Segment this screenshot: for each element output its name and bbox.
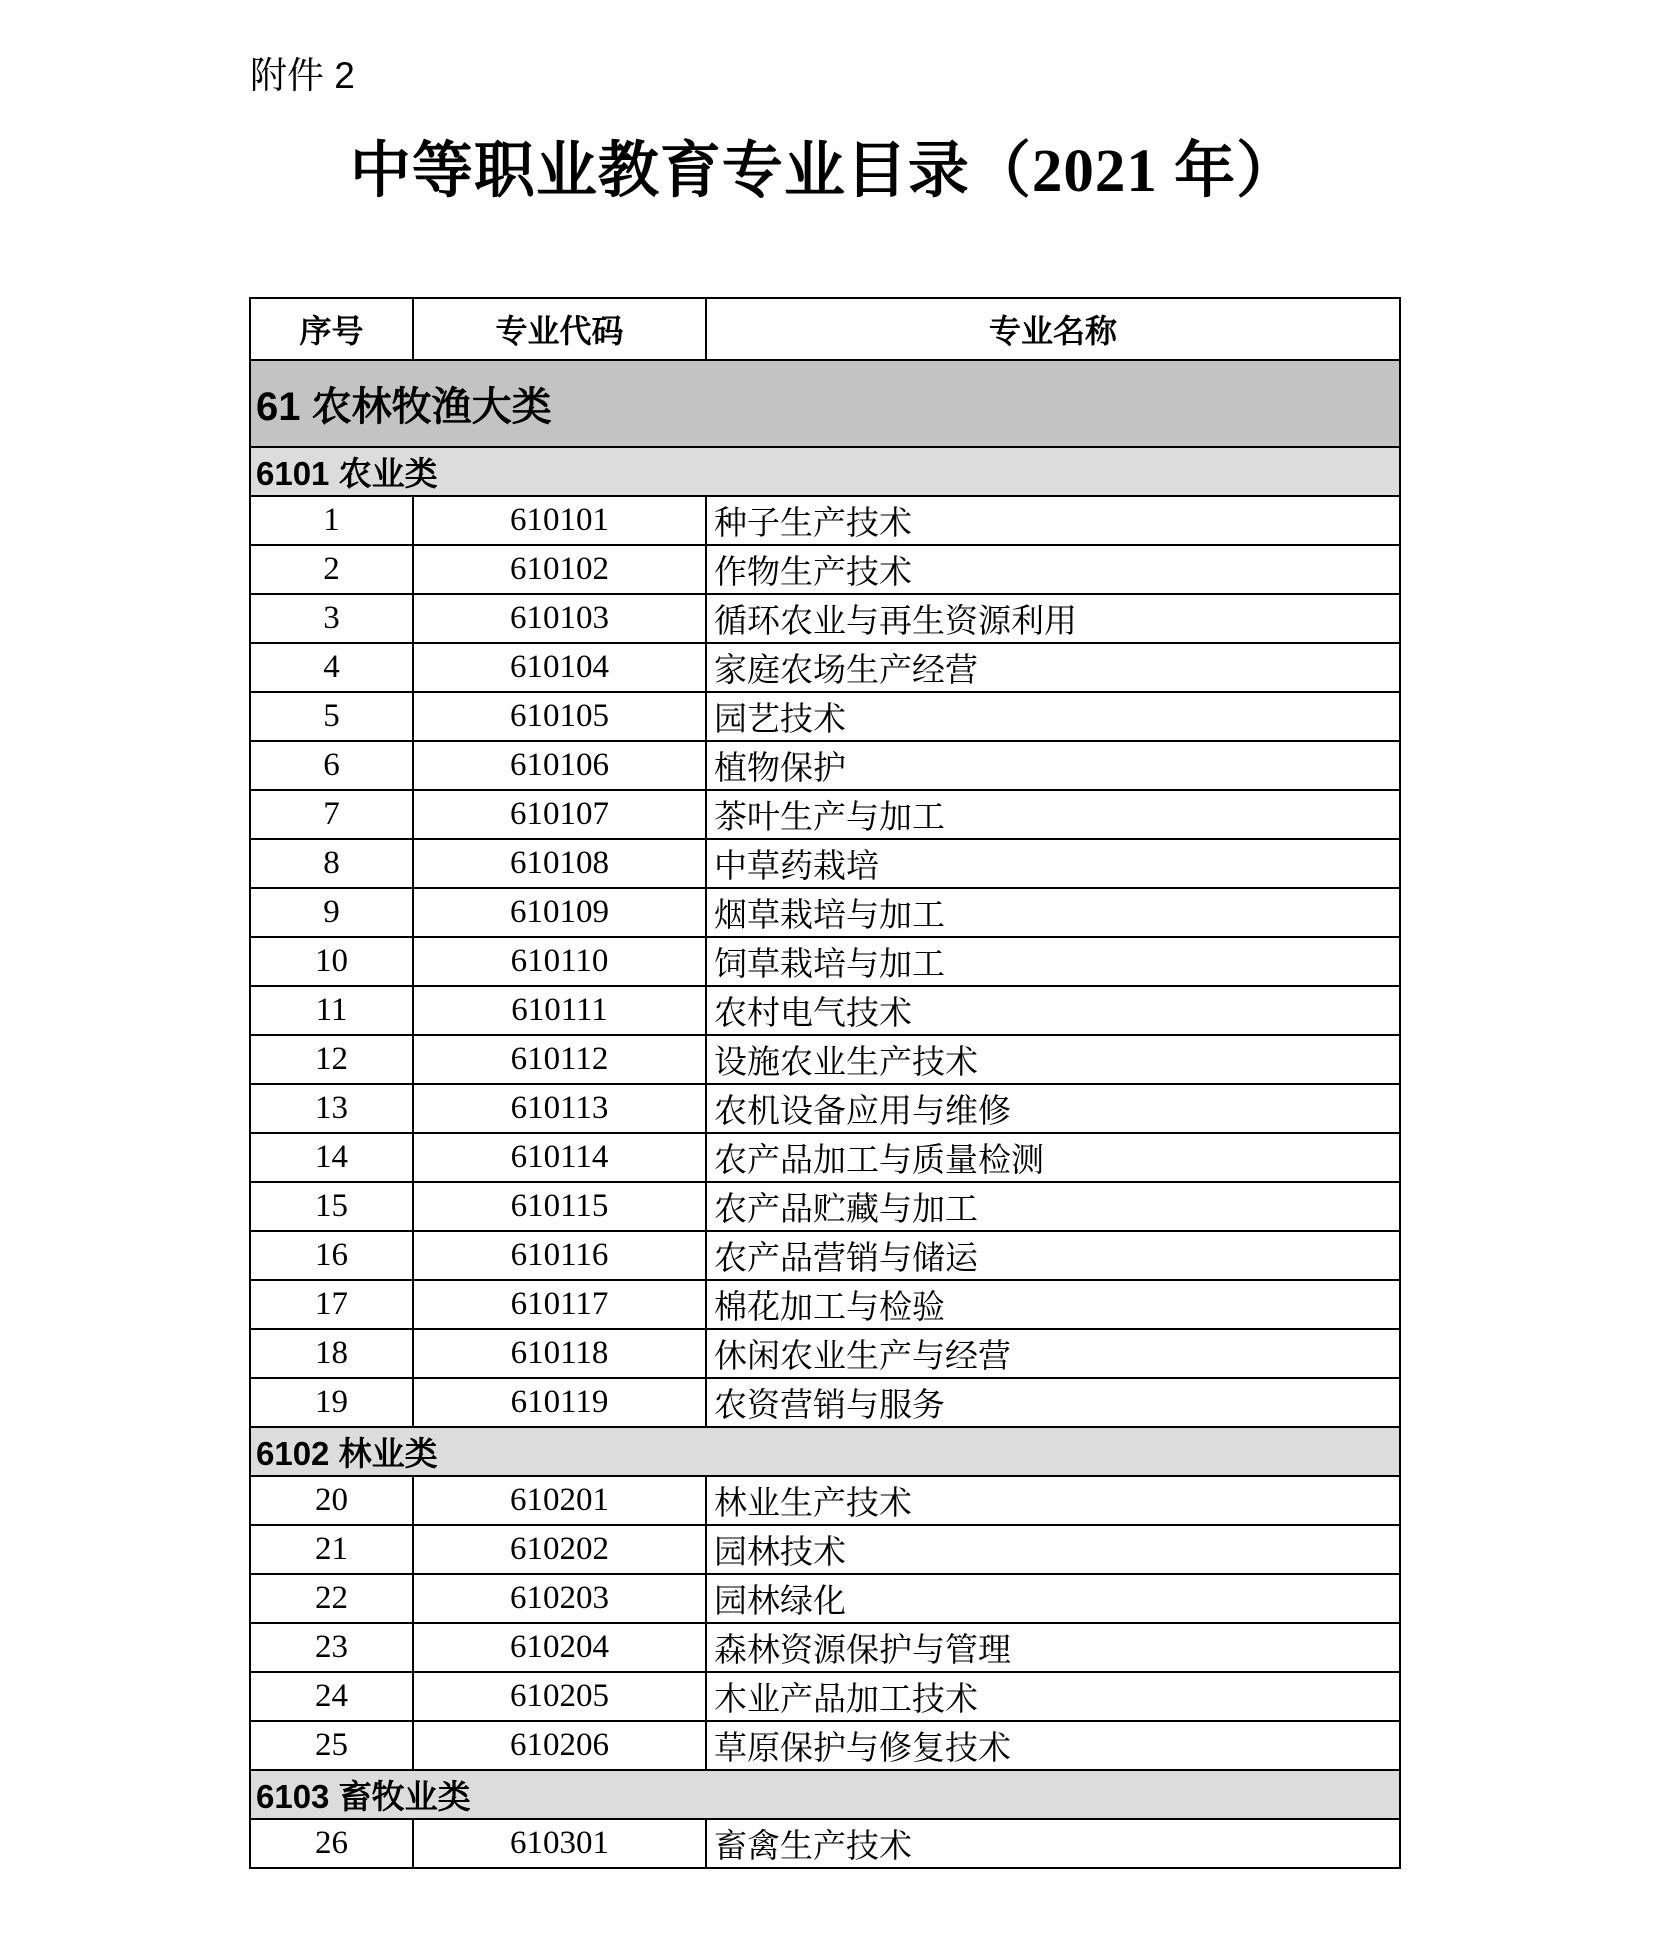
major-code-cell: 610103 bbox=[413, 594, 706, 643]
row-number-cell: 25 bbox=[250, 1721, 413, 1770]
row-number-cell: 22 bbox=[250, 1574, 413, 1623]
row-number-cell: 18 bbox=[250, 1329, 413, 1378]
major-name-cell: 农资营销与服务 bbox=[706, 1378, 1400, 1427]
row-number-cell: 14 bbox=[250, 1133, 413, 1182]
row-number-cell: 6 bbox=[250, 741, 413, 790]
row-number-cell: 26 bbox=[250, 1819, 413, 1868]
major-code-cell: 610113 bbox=[413, 1084, 706, 1133]
major-name-cell: 循环农业与再生资源利用 bbox=[706, 594, 1400, 643]
row-number-cell: 9 bbox=[250, 888, 413, 937]
row-number-cell: 5 bbox=[250, 692, 413, 741]
table-row bbox=[250, 643, 1400, 692]
major-code-cell: 610109 bbox=[413, 888, 706, 937]
row-number-cell: 17 bbox=[250, 1280, 413, 1329]
major-name-cell: 农产品加工与质量检测 bbox=[706, 1133, 1400, 1182]
major-name-cell: 设施农业生产技术 bbox=[706, 1035, 1400, 1084]
major-code-cell: 610204 bbox=[413, 1623, 706, 1672]
row-number-cell: 1 bbox=[250, 496, 413, 545]
major-code-cell: 610118 bbox=[413, 1329, 706, 1378]
table-row bbox=[250, 1525, 1400, 1574]
major-name-cell: 休闲农业生产与经营 bbox=[706, 1329, 1400, 1378]
row-number-cell: 12 bbox=[250, 1035, 413, 1084]
major-code-cell: 610117 bbox=[413, 1280, 706, 1329]
table-row bbox=[250, 496, 1400, 545]
sub-category-label: 6102 林业类 bbox=[250, 1427, 1400, 1476]
major-code-cell: 610119 bbox=[413, 1378, 706, 1427]
table-row bbox=[250, 1133, 1400, 1182]
major-code-cell: 610114 bbox=[413, 1133, 706, 1182]
row-number-cell: 16 bbox=[250, 1231, 413, 1280]
table-row bbox=[250, 692, 1400, 741]
column-header-no: 序号 bbox=[250, 298, 413, 360]
major-code-cell: 610205 bbox=[413, 1672, 706, 1721]
sub-category-row bbox=[250, 1770, 1400, 1819]
major-name-cell: 植物保护 bbox=[706, 741, 1400, 790]
row-number-cell: 19 bbox=[250, 1378, 413, 1427]
table-row bbox=[250, 1182, 1400, 1231]
major-name-cell: 农产品贮藏与加工 bbox=[706, 1182, 1400, 1231]
major-name-cell: 烟草栽培与加工 bbox=[706, 888, 1400, 937]
major-category-label: 61 农林牧渔大类 bbox=[250, 360, 1400, 447]
sub-category-label: 6101 农业类 bbox=[250, 447, 1400, 496]
table-row bbox=[250, 1084, 1400, 1133]
row-number-cell: 15 bbox=[250, 1182, 413, 1231]
row-number-cell: 10 bbox=[250, 937, 413, 986]
major-code-cell: 610108 bbox=[413, 839, 706, 888]
row-number-cell: 3 bbox=[250, 594, 413, 643]
major-code-cell: 610101 bbox=[413, 496, 706, 545]
table-row bbox=[250, 1280, 1400, 1329]
row-number-cell: 24 bbox=[250, 1672, 413, 1721]
major-name-cell: 种子生产技术 bbox=[706, 496, 1400, 545]
major-code-cell: 610201 bbox=[413, 1476, 706, 1525]
table-row bbox=[250, 1623, 1400, 1672]
table-row bbox=[250, 1378, 1400, 1427]
row-number-cell: 11 bbox=[250, 986, 413, 1035]
row-number-cell: 8 bbox=[250, 839, 413, 888]
major-code-cell: 610206 bbox=[413, 1721, 706, 1770]
major-code-cell: 610107 bbox=[413, 790, 706, 839]
major-code-cell: 610301 bbox=[413, 1819, 706, 1868]
major-name-cell: 棉花加工与检验 bbox=[706, 1280, 1400, 1329]
table-row bbox=[250, 1231, 1400, 1280]
major-name-cell: 农机设备应用与维修 bbox=[706, 1084, 1400, 1133]
table-row bbox=[250, 790, 1400, 839]
table-row bbox=[250, 888, 1400, 937]
major-name-cell: 茶叶生产与加工 bbox=[706, 790, 1400, 839]
major-name-cell: 草原保护与修复技术 bbox=[706, 1721, 1400, 1770]
major-code-cell: 610116 bbox=[413, 1231, 706, 1280]
major-code-cell: 610102 bbox=[413, 545, 706, 594]
major-code-cell: 610203 bbox=[413, 1574, 706, 1623]
table-row bbox=[250, 1035, 1400, 1084]
major-name-cell: 作物生产技术 bbox=[706, 545, 1400, 594]
major-code-cell: 610104 bbox=[413, 643, 706, 692]
major-code-cell: 610202 bbox=[413, 1525, 706, 1574]
table-row bbox=[250, 1476, 1400, 1525]
sub-category-label: 6103 畜牧业类 bbox=[250, 1770, 1400, 1819]
column-header-code: 专业代码 bbox=[413, 298, 706, 360]
table-row bbox=[250, 839, 1400, 888]
table-row bbox=[250, 1574, 1400, 1623]
major-name-cell: 饲草栽培与加工 bbox=[706, 937, 1400, 986]
table-row bbox=[250, 1721, 1400, 1770]
major-code-cell: 610105 bbox=[413, 692, 706, 741]
table-row bbox=[250, 594, 1400, 643]
page-title: 中等职业教育专业目录（2021 年） bbox=[349, 138, 1299, 205]
major-category-row bbox=[250, 360, 1400, 447]
row-number-cell: 23 bbox=[250, 1623, 413, 1672]
table-row bbox=[250, 937, 1400, 986]
major-name-cell: 木业产品加工技术 bbox=[706, 1672, 1400, 1721]
row-number-cell: 13 bbox=[250, 1084, 413, 1133]
row-number-cell: 7 bbox=[250, 790, 413, 839]
catalog-table-body bbox=[250, 360, 1400, 1868]
major-name-cell: 农产品营销与储运 bbox=[706, 1231, 1400, 1280]
major-name-cell: 农村电气技术 bbox=[706, 986, 1400, 1035]
major-code-cell: 610111 bbox=[413, 986, 706, 1035]
row-number-cell: 21 bbox=[250, 1525, 413, 1574]
major-code-cell: 610115 bbox=[413, 1182, 706, 1231]
table-row bbox=[250, 741, 1400, 790]
attachment-label: 附件 2 bbox=[250, 55, 355, 96]
row-number-cell: 2 bbox=[250, 545, 413, 594]
table-row bbox=[250, 1819, 1400, 1868]
table-row bbox=[250, 545, 1400, 594]
table-row bbox=[250, 986, 1400, 1035]
sub-category-row bbox=[250, 447, 1400, 496]
major-name-cell: 园林技术 bbox=[706, 1525, 1400, 1574]
major-code-cell: 610106 bbox=[413, 741, 706, 790]
major-name-cell: 家庭农场生产经营 bbox=[706, 643, 1400, 692]
table-row bbox=[250, 1672, 1400, 1721]
major-name-cell: 森林资源保护与管理 bbox=[706, 1623, 1400, 1672]
sub-category-row bbox=[250, 1427, 1400, 1476]
table-row bbox=[250, 1329, 1400, 1378]
major-name-cell: 中草药栽培 bbox=[706, 839, 1400, 888]
row-number-cell: 20 bbox=[250, 1476, 413, 1525]
major-name-cell: 园林绿化 bbox=[706, 1574, 1400, 1623]
major-code-cell: 610112 bbox=[413, 1035, 706, 1084]
row-number-cell: 4 bbox=[250, 643, 413, 692]
major-name-cell: 畜禽生产技术 bbox=[706, 1819, 1400, 1868]
column-header-name: 专业名称 bbox=[706, 298, 1400, 360]
table-header-row bbox=[250, 298, 1400, 360]
major-name-cell: 林业生产技术 bbox=[706, 1476, 1400, 1525]
major-code-cell: 610110 bbox=[413, 937, 706, 986]
major-name-cell: 园艺技术 bbox=[706, 692, 1400, 741]
catalog-table bbox=[249, 297, 1401, 1869]
